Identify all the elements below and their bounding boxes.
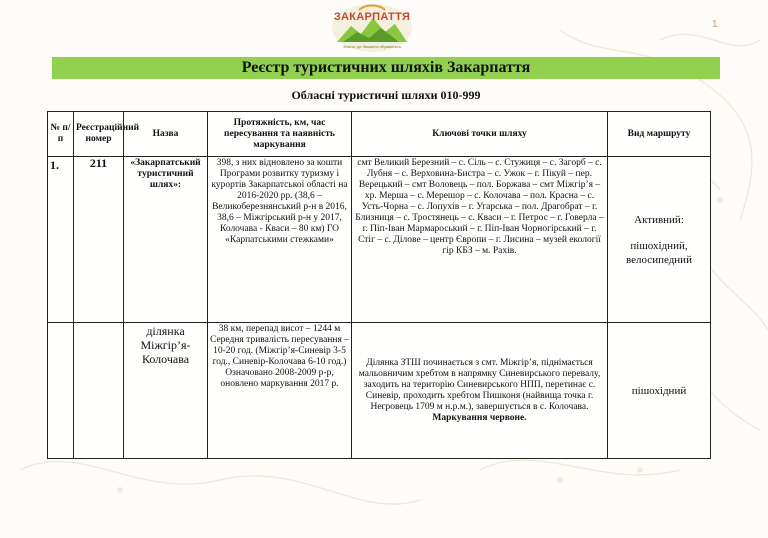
row-registration [74, 323, 124, 459]
row-route-type [608, 157, 711, 323]
header-route-type: Вид маршруту [608, 112, 711, 157]
table-row [48, 157, 711, 323]
row-length: 398, з них відновлено за кошти Програми розвитку туризму і курортів Закарпатської області на 2016-2020 рр. (38,6 – Великоберезнянський р-н в 2016, 38,6 – Міжгірський р-н у 2017, Колочава - Кваси – 80 км) ГО «Карпатськими стежками» [208, 157, 352, 323]
row-name: «Закарпатський туристичний шлях»: [124, 157, 208, 323]
page-title: Реєстр туристичних шляхів Закарпаття [52, 57, 720, 79]
route-type-line1: Активний: [634, 213, 684, 226]
row-name: ділянка Міжгір’я-Колочава [124, 323, 208, 459]
table-subtitle: Обласні туристичні шляхи 010-999 [291, 88, 481, 102]
logo-text: ЗАКАРПАТТЯ [333, 11, 411, 23]
table-header-row [48, 112, 711, 157]
logo-tagline: Земля, де бажання збуваються [342, 44, 402, 49]
header-number: № п/п [48, 112, 74, 157]
route-type-line1: пішохідний [631, 384, 687, 397]
registry-table [47, 111, 711, 459]
page-number: 1 [712, 19, 718, 30]
row-registration: 211 [74, 157, 124, 323]
row-length: 38 км, перепад висот – 1244 м Середня тривалість пересування – 10-20 год. (Міжгір’я-Синевір 3-5 год., Синевір-Колочава 6-10 год.) Означовано 2008-2009 р-р, оновлено маркування 2017 р. [208, 323, 352, 459]
row-key-points: смт Великий Березний – с. Сіль – с. Стужиця – с. Загорб – с. Лубня – с. Верховина-Бистра – с. Ужок – г. Пікуй – пер. Верецький – смт Воловець – пол. Боржава – смт Міжгір’я – хр. Мерша – с. Мерешор – с. Колочава – пол. Красна – с. Усть-Чорна – с. Лопухів – г. Угарська – пол. Драгобрат – г. Близниця – с. Тростянець – с. Кваси – г. Петрос – г. Говерла – г. Піп-Іван Мармароський – г. Піп-Іван Чорногірський – г. Стіг – с. Ділове – центр Європи – г. Лисина – музей екології гір КБЗ – м. Рахів. [352, 157, 608, 323]
row-number: 1. [48, 157, 74, 323]
zakarpattia-logo [329, 2, 415, 54]
marking-note: Маркування червоне. [432, 412, 527, 423]
row-key-points [352, 323, 608, 459]
header-key-points: Ключові точки шляху [352, 112, 608, 157]
route-type-line2: пішохідний, велосипедний [626, 239, 692, 266]
header-length: Протяжність, км, час пересування та наявність маркування [208, 112, 352, 157]
row-route-type [608, 323, 711, 459]
header-registration: Реєстраційний номер [74, 112, 124, 157]
row-number [48, 323, 74, 459]
key-points-text: Ділянка ЗТШ починається з смт. Міжгір’я, піднімається мальовничим хребтом в напрямку Синевирського перевалу, заходить на територію Синевирського НПП, перетинає с. Синевір, проходить хребтом Пишконя (найвища точка г. Негровець 1709 м н.р.м.), завершується в с. Колочава. [358, 357, 601, 412]
table-row [48, 323, 711, 459]
header-name: Назва [124, 112, 208, 157]
